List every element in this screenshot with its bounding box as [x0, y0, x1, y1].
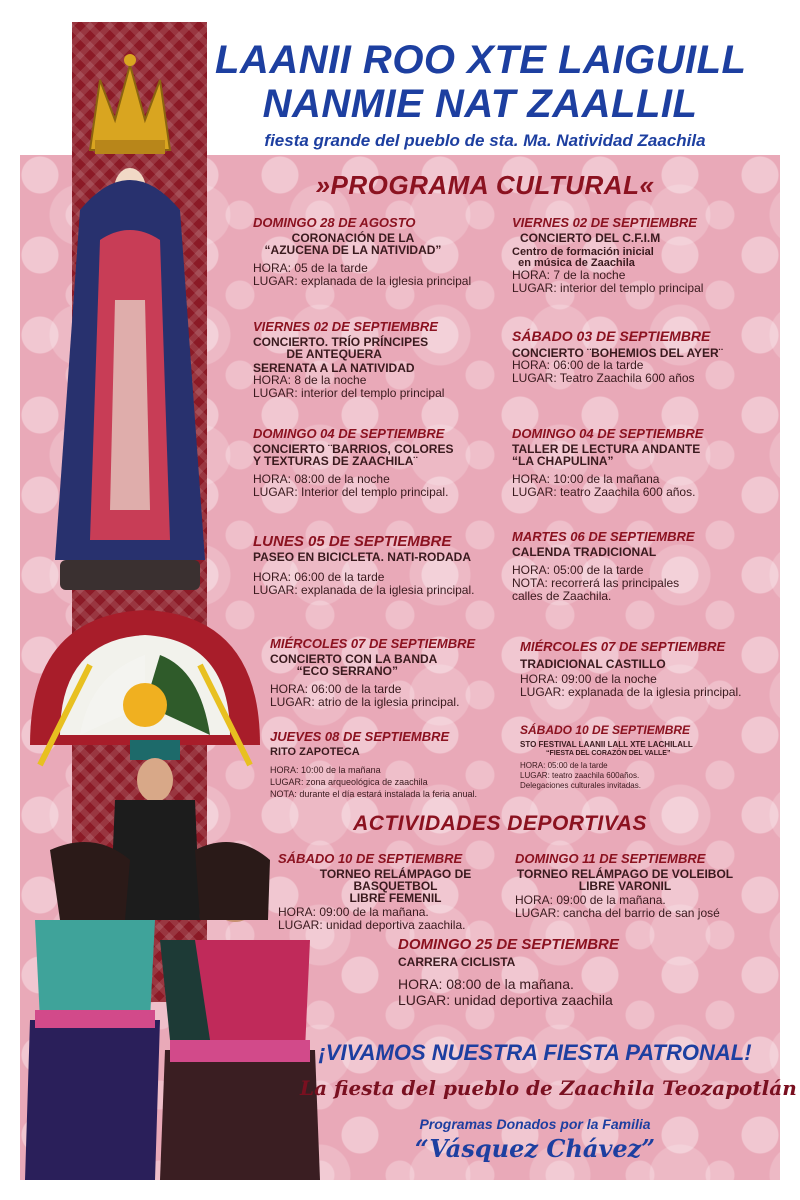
event-hora: HORA: 10:00 de la mañana — [270, 765, 381, 775]
event-date: VIERNES 02 DE SEPTIEMBRE — [512, 215, 697, 230]
event-card — [512, 530, 767, 603]
event-card — [512, 427, 767, 499]
event-name: CONCIERTO ¨BARRIOS, COLORES Y TEXTURAS DE ZAACHILA¨ — [253, 442, 454, 468]
section-title-sports: ACTIVIDADES DEPORTIVAS — [353, 812, 647, 835]
event-hora: HORA: 05:00 de la tarde — [520, 761, 608, 770]
event-date: MIÉRCOLES 07 DE SEPTIEMBRE — [520, 639, 726, 654]
event-extra: Centro de formación inicial en música de Zaachila — [512, 246, 654, 269]
event-lugar: LUGAR: Teatro Zaachila 600 años — [512, 371, 695, 385]
sport-hora: HORA: 09:00 de la mañana. — [278, 905, 429, 919]
event-date: SÁBADO 03 DE SEPTIEMBRE — [512, 328, 711, 344]
event-date: SÁBADO 10 DE SEPTIEMBRE — [520, 723, 691, 737]
event-hora: HORA: 05 de la tarde — [253, 261, 368, 275]
section-title-cultural: »PROGRAMA CULTURAL« — [315, 170, 655, 200]
event-extra: “FIESTA DEL CORAZÓN DEL VALLE” — [546, 750, 671, 757]
event-card — [253, 427, 503, 499]
event-card — [270, 637, 510, 709]
sport-date: DOMINGO 25 DE SEPTIEMBRE — [398, 936, 619, 953]
event-name: CORONACIÓN DE LA “AZUCENA DE LA NATIVIDAD” — [264, 231, 442, 257]
event-hora: HORA: 10:00 de la mañana — [512, 472, 660, 486]
event-card — [512, 216, 767, 295]
event-name: CONCIERTO DEL C.F.I.M — [520, 231, 661, 245]
sport-date: SÁBADO 10 DE SEPTIEMBRE — [278, 851, 463, 866]
family-name: “Vásquez Chávez” — [414, 1134, 656, 1163]
event-date: DOMINGO 04 DE SEPTIEMBRE — [512, 426, 704, 441]
event-card — [520, 724, 775, 791]
virgin-statue-image — [40, 40, 220, 600]
event-hora: HORA: 06:00 de la tarde — [270, 682, 402, 696]
sport-name: TORNEO RELÁMPAGO DE VOLEIBOL LIBRE VARONIL — [516, 867, 734, 893]
closing-slogan: ¡VIVAMOS NUESTRA FIESTA PATRONAL! — [318, 1040, 752, 1065]
event-date: DOMINGO 04 DE SEPTIEMBRE — [253, 426, 445, 441]
event-card — [253, 216, 503, 288]
sport-name: CARRERA CICLISTA — [398, 955, 516, 969]
event-lugar: LUGAR: teatro Zaachila 600 años. — [512, 485, 696, 499]
event-name: STO FESTIVAL LAANII LALL XTE LACHILALL — [520, 740, 693, 749]
event-hora: HORA: 06:00 de la tarde — [253, 570, 385, 584]
event-hora: HORA: 08:00 de la noche — [253, 472, 390, 486]
event-name: TRADICIONAL CASTILLO — [520, 657, 666, 671]
event-lugar: LUGAR: atrio de la iglesia principal. — [270, 695, 460, 709]
event-lugar: LUGAR: zona arqueológica de zaachila — [270, 777, 428, 787]
event-hora: HORA: 05:00 de la tarde — [512, 563, 644, 577]
event-lugar: LUGAR: interior del templo principal — [253, 386, 445, 400]
subtitle: fiesta grande del pueblo de sta. Ma. Natividad Zaachila — [264, 131, 706, 150]
event-card — [270, 730, 510, 800]
sport-card — [515, 852, 770, 920]
sport-card — [278, 852, 513, 932]
event-hora: HORA: 7 de la noche — [512, 268, 626, 282]
event-date: MIÉRCOLES 07 DE SEPTIEMBRE — [270, 636, 476, 651]
event-card — [512, 330, 772, 385]
event-lugar: LUGAR: explanada de la iglesia principal — [253, 274, 472, 288]
event-hora: HORA: 8 de la noche — [253, 373, 367, 387]
sport-hora: HORA: 08:00 de la mañana. — [398, 976, 574, 992]
event-extra: SERENATA A LA NATIVIDAD — [253, 361, 415, 375]
event-hora: HORA: 09:00 de la noche — [520, 672, 657, 686]
people-traditional-dress-image — [20, 740, 320, 1180]
event-name: CALENDA TRADICIONAL — [512, 545, 657, 559]
event-lugar: LUGAR: explanada de la iglesia principal. — [253, 583, 475, 597]
event-date: JUEVES 08 DE SEPTIEMBRE — [270, 729, 450, 744]
sport-lugar: LUGAR: unidad deportiva zaachila — [398, 992, 613, 1008]
sport-card — [398, 938, 698, 1008]
event-lugar: LUGAR: Interior del templo principal. — [253, 485, 449, 499]
sport-lugar: LUGAR: unidad deportiva zaachila. — [278, 918, 466, 932]
event-lugar: LUGAR: teatro zaachila 600años. — [520, 771, 640, 780]
crown-icon — [90, 54, 170, 154]
main-title-line2: NANMIE NAT ZAALLIL — [262, 82, 698, 126]
event-nota: NOTA: recorrerá las principales calles de Zaachila. — [512, 576, 680, 603]
event-name: PASEO EN BICICLETA. NATI-RODADA — [253, 550, 471, 564]
sport-date: DOMINGO 11 DE SEPTIEMBRE — [515, 851, 706, 866]
event-hora: HORA: 06:00 de la tarde — [512, 358, 644, 372]
event-name: RITO ZAPOTECA — [270, 746, 360, 758]
event-lugar: LUGAR: interior del templo principal — [512, 281, 704, 295]
event-nota: Delegaciones culturales invitadas. — [520, 781, 641, 790]
sport-lugar: LUGAR: cancha del barrio de san josé — [515, 906, 720, 920]
event-card — [253, 320, 503, 400]
event-date: LUNES 05 DE SEPTIEMBRE — [253, 533, 452, 550]
event-name: TALLER DE LECTURA ANDANTE “LA CHAPULINA” — [512, 442, 701, 468]
event-card — [253, 535, 508, 597]
event-date: MARTES 06 DE SEPTIEMBRE — [512, 529, 695, 544]
event-name: CONCIERTO CON LA BANDA “ECO SERRANO” — [270, 652, 438, 678]
event-date: DOMINGO 28 DE AGOSTO — [253, 215, 416, 230]
donated-by: Programas Donados por la Familia — [419, 1116, 651, 1132]
event-date: VIERNES 02 DE SEPTIEMBRE — [253, 319, 438, 334]
sport-name: TORNEO RELÁMPAGO DE BASQUETBOL LIBRE FEMENIL — [319, 867, 472, 905]
pedestal — [60, 560, 200, 590]
main-title-line1: LAANII ROO XTE LAIGUILL — [215, 38, 747, 82]
event-nota: NOTA: durante el día estará instalada la feria anual. — [270, 789, 477, 799]
event-lugar: LUGAR: explanada de la iglesia principal. — [520, 685, 742, 699]
event-card — [520, 640, 775, 699]
sport-hora: HORA: 09:00 de la mañana. — [515, 893, 666, 907]
event-name: CONCIERTO ¨BOHEMIOS DEL AYER¨ — [512, 346, 723, 360]
event-name: CONCIERTO. TRÍO PRÍNCIPES DE ANTEQUERA — [253, 335, 429, 361]
tagline: La fiesta del pueblo de Zaachila Teozapotlán — [300, 1076, 797, 1100]
